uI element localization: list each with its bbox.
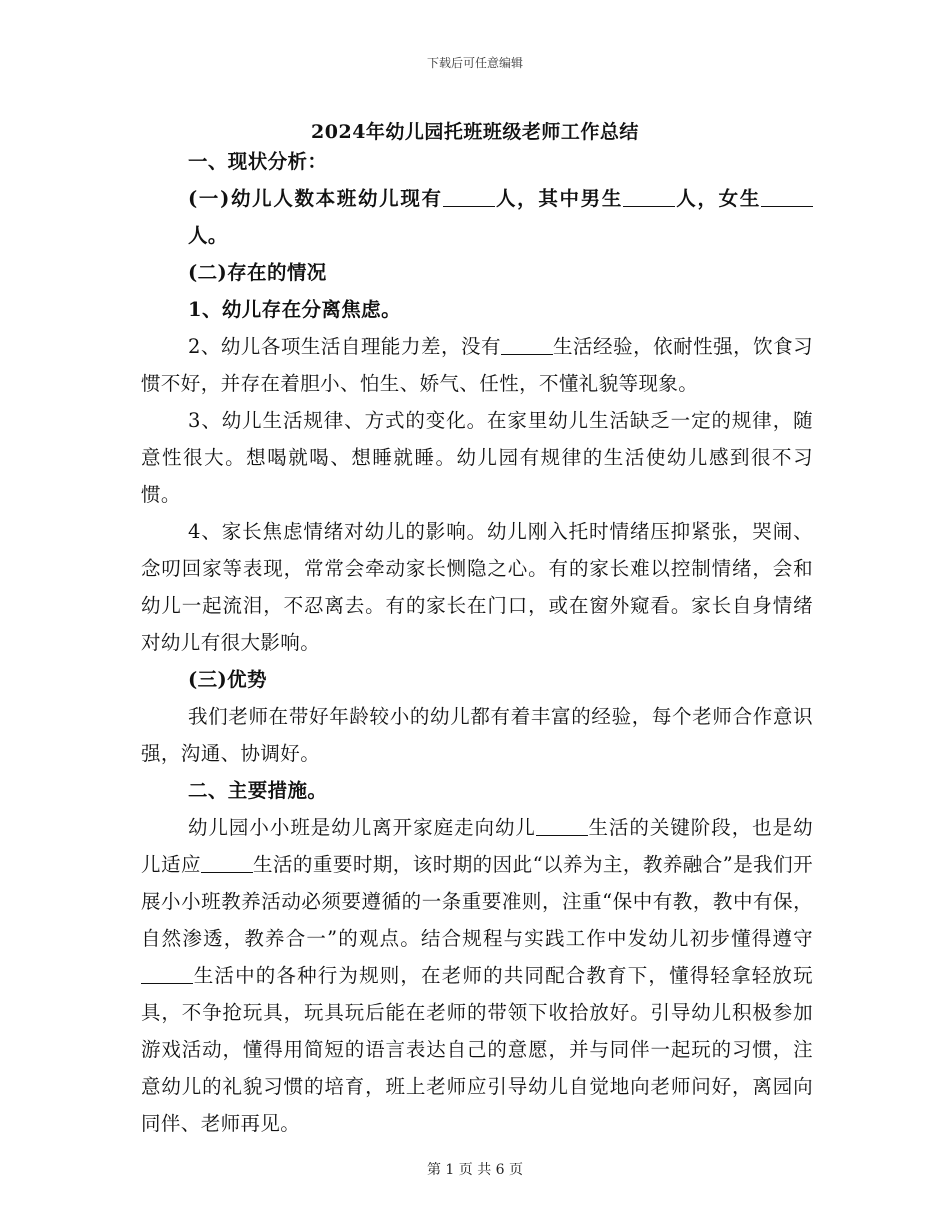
paragraph-child-count [141,180,813,254]
list-item-1: 1、幼儿存在分离焦虑。 [188,298,401,321]
paragraph-measures [141,809,813,1142]
subsection-heading-advantage: (三)优势 [188,668,267,691]
fill-blank [501,336,553,355]
list-item-3: 3、幼儿生活规律、方式的变化。在家里幼儿生活缺乏一定的规律，随意性很大。想喝就喝、想睡就睡。幼儿园有规律的生活使幼儿感到很不习惯。 [141,409,813,506]
fill-blank [443,188,495,207]
fill-blank [536,817,588,836]
document-title: 2024年幼儿园托班班级老师工作总结 [311,121,639,143]
subsection-heading-situation: (二)存在的情况 [188,261,327,284]
text-segment: 人。 [188,224,228,247]
text-segment: (一)幼儿人数本班幼儿现有 [188,187,443,210]
fill-blank [761,188,813,207]
section-heading-2: 二、主要措施。 [188,779,328,802]
text-segment: 幼儿园小小班是幼儿离开家庭走向幼儿 [188,816,536,839]
text-segment: 人，女生 [675,187,761,210]
text-segment: 人，其中男生 [494,187,624,210]
fill-blank [141,965,193,984]
section-heading-1: 一、现状分析： [188,150,328,173]
text-segment: 2、幼儿各项生活自理能力差，没有 [188,335,501,358]
document-body [141,143,813,1142]
text-segment: 生活经验，依耐性强，饮食习惯不好，并存在着胆小、怕生、娇气、任性，不懂礼貌等现象。 [141,335,813,395]
list-item-4: 4、家长焦虑情绪对幼儿的影响。幼儿刚入托时情绪压抑紧张，哭闹、念叨回家等表现，常常会牵动家长恻隐之心。有的家长难以控制情绪，会和幼儿一起流泪，不忍离去。有的家长在门口，或在窗外窥看。家长自身情绪对幼儿有很大影响。 [141,520,813,654]
fill-blank [201,854,253,873]
page-footer: 第 1 页 共 6 页 [426,1162,524,1178]
text-segment: 生活中的各种行为规则，在老师的共同配合教育下，懂得轻拿轻放玩具，不争抢玩具，玩具玩后能在老师的带领下收拾放好。引导幼儿积极参加游戏活动，懂得用简短的语言表达自己的意愿，并与同伴一起玩的习惯，注意幼儿的礼貌习惯的培育，班上老师应引导幼儿自觉地向老师问好，离园向同伴、老师再见。 [141,964,813,1135]
paragraph-advantage: 我们老师在带好年龄较小的幼儿都有着丰富的经验，每个老师合作意识强，沟通、协调好。 [141,705,813,765]
text-segment: 生活的重要时期，该时期的因此“以养为主，教养融合”是我们开展小小班教养活动必须要遵循的一条重要准则，注重“保中有教，教中有保，自然渗透，教养合一”的观点。结合规程与实践工作中发幼儿初步懂得遵守 [141,853,813,950]
page-header: 下载后可任意编辑 [426,56,523,70]
list-item-2 [141,328,813,402]
text-segment: 生活的关键阶段，也是幼儿适应 [141,816,813,876]
fill-blank [623,188,675,207]
